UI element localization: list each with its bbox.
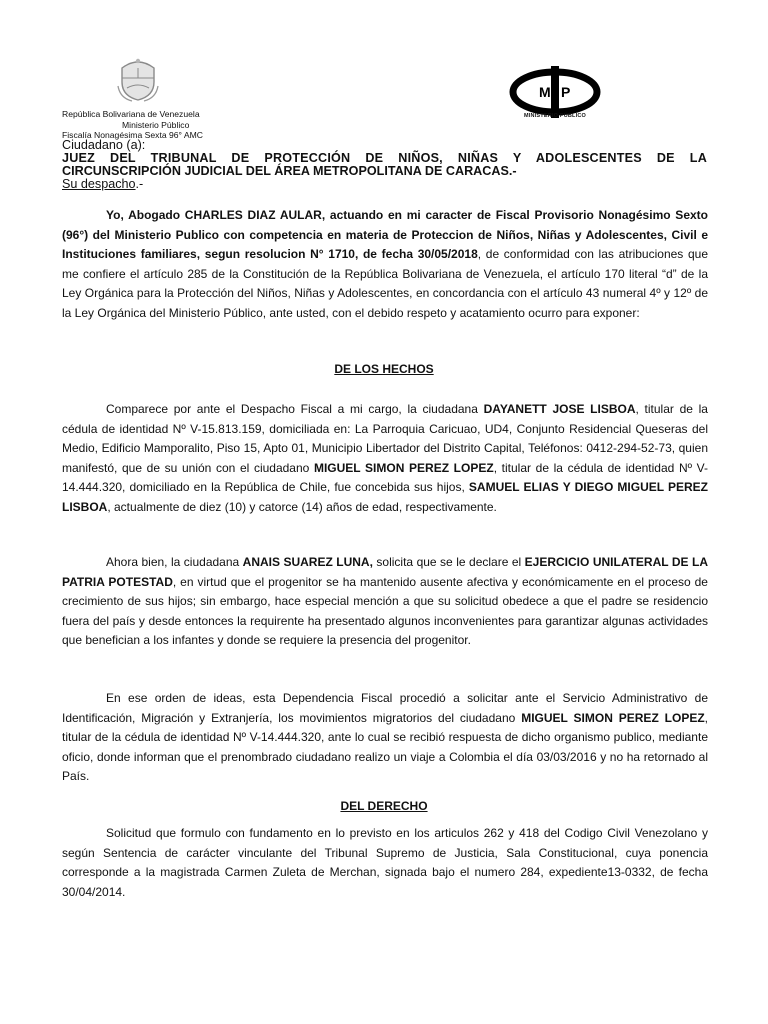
hechos-p1-name-dayanett: DAYANETT JOSE LISBOA — [483, 402, 636, 416]
despacho-suffix: .- — [135, 177, 144, 191]
salutation-judge-line2: CIRCUNSCRIPCIÓN JUDICIAL DEL ÁREA METROPOLITANA DE CARACAS.- — [62, 164, 517, 178]
hechos-p2-text: , en virtud que el progenitor se ha mantenido ausente afectiva y económicamente en el proceso de crecimiento de sus hijos; sin embargo, hace especial mención a que su solicitud obedece a que el padre se residencio fuera del país y desde entonces la requirente ha presentado algunos inconvenientes para garantizar algunas actividades que benefician a los infantes y donde se requiere la presencia del progenitor. — [62, 574, 708, 647]
hechos-p1-text: , titular de la cédula de identidad Nº V-14.444.320, domiciliado en la República de Chile, fue concebida sus hijos, — [62, 460, 708, 494]
hechos-p1-name-children: SAMUEL ELIAS Y DIEGO MIGUEL PEREZ LISBOA — [62, 480, 708, 514]
hechos-p2-request: EJERCICIO UNILATERAL DE LA PATRIA POTESTAD — [62, 555, 708, 589]
hechos-p1-name-miguel: MIGUEL SIMON PEREZ LOPEZ — [313, 460, 494, 475]
institution-block — [62, 109, 203, 141]
svg-text:P: P — [561, 84, 571, 100]
hechos-p3-text: , titular de la cédula de identidad Nº V-14.444.320, ante lo cual se recibió respuesta de dicho organismo publico, mediante oficio, donde informan que el prenombrado ciudadano realizo un viaje a Colombia el día 03/03/2016 y no ha retornado al País. — [62, 710, 709, 783]
hechos-p2-name-anais: ANAIS SUAREZ LUNA, — [242, 555, 373, 569]
hechos-p1-text: Comparece por ante el Despacho Fiscal a mi cargo, la ciudadana — [106, 402, 484, 416]
hechos-p1-text: , actualmente de diez (10) y catorce (14) años de edad, respectivamente. — [107, 499, 497, 514]
salutation-judge-line1: JUEZ DEL TRIBUNAL DE PROTECCIÓN DE NIÑOS, NIÑAS Y ADOLESCENTES DE LA — [62, 151, 707, 165]
intro-rest: , de conformidad con las atribuciones que me confiere el artículo 285 de la Constitución de la República Bolivariana de Venezuela, el artículo 170 literal “d” de la Ley Orgánica para la Protección del Niños, Niñas y Adolescentes, en concordancia con el artículo 43 numeral 4º y 12º de la Ley Orgánica del Ministerio Público, ante usted, con el debido respeto y acatamiento ocurro para exponer: — [62, 247, 708, 320]
hechos-paragraph-1 — [62, 400, 708, 517]
intro-bold: Yo, Abogado CHARLES DIAZ AULAR, actuando en mi caracter de Fiscal Provisorio Nonagésimo Sexto (96°) del Ministerio Publico con competencia en materia de Proteccion de Niños, Niñas y Adolescentes, Civil e Instituciones familiares, segun resolucion N° 1710, de fecha 30/05/2018 — [62, 208, 708, 261]
section-heading-derecho: DEL DERECHO — [340, 799, 428, 813]
hechos-p1-text: , titular de la cédula de identidad Nº V-15.813.159, domiciliada en: La Parroquia Caricuao, UD4, Conjunto Residencial Queseras del Medio, Edificio Mamporalito, Piso 15, Apto 01, Municipio Libertador del Distrito Capital, Teléfonos: 0412-294-52-73, quien manifestó, que de su unión con el ciudadano — [62, 402, 708, 475]
institution-country: República Bolivariana de Venezuela — [62, 109, 200, 119]
hechos-p2-text: Ahora bien, la ciudadana — [106, 555, 243, 569]
intro-paragraph — [62, 206, 708, 323]
coat-of-arms-icon — [116, 56, 160, 102]
ministerio-publico-logo-icon — [506, 66, 604, 118]
derecho-paragraph-1 — [62, 824, 708, 902]
derecho-p1-text: Solicitud que formulo con fundamento en lo previsto en los articulos 262 y 418 del Codigo Civil Venezolano y según Sentencia de carácter vinculante del Tribunal Supremo de Justicia, Sala Constitucional, cuya ponencia corresponde a la magistrada Carmen Zuleta de Merchan, signada bajo el numero 284, expediente13-0332, de fecha 30/04/2014. — [62, 826, 708, 899]
logo-caption: MINISTERIO PÚBLICO — [524, 113, 586, 119]
salutation-block — [62, 139, 707, 191]
hechos-p3-name-miguel: MIGUEL SIMON PEREZ LOPEZ — [521, 710, 705, 725]
salutation-despacho — [62, 178, 707, 191]
salutation-ciudadano: Ciudadano (a): — [62, 138, 146, 152]
svg-text:M: M — [539, 84, 551, 100]
institution-office: Fiscalía Nonagésima Sexta 96° AMC — [62, 130, 203, 140]
despacho-label: Su despacho — [62, 177, 136, 191]
section-heading-hechos: DE LOS HECHOS — [334, 362, 434, 376]
hechos-paragraph-2 — [62, 553, 708, 651]
hechos-p2-text: solicita que se le declare el — [372, 555, 525, 569]
institution-ministry: Ministerio Público — [122, 119, 190, 130]
hechos-p3-text: En ese orden de ideas, esta Dependencia Fiscal procedió a solicitar ante el Servicio Administrativo de Identificación, Migración y Extranjería, los movimientos migratorios del ciudadano — [62, 691, 708, 725]
hechos-paragraph-3 — [62, 689, 708, 787]
